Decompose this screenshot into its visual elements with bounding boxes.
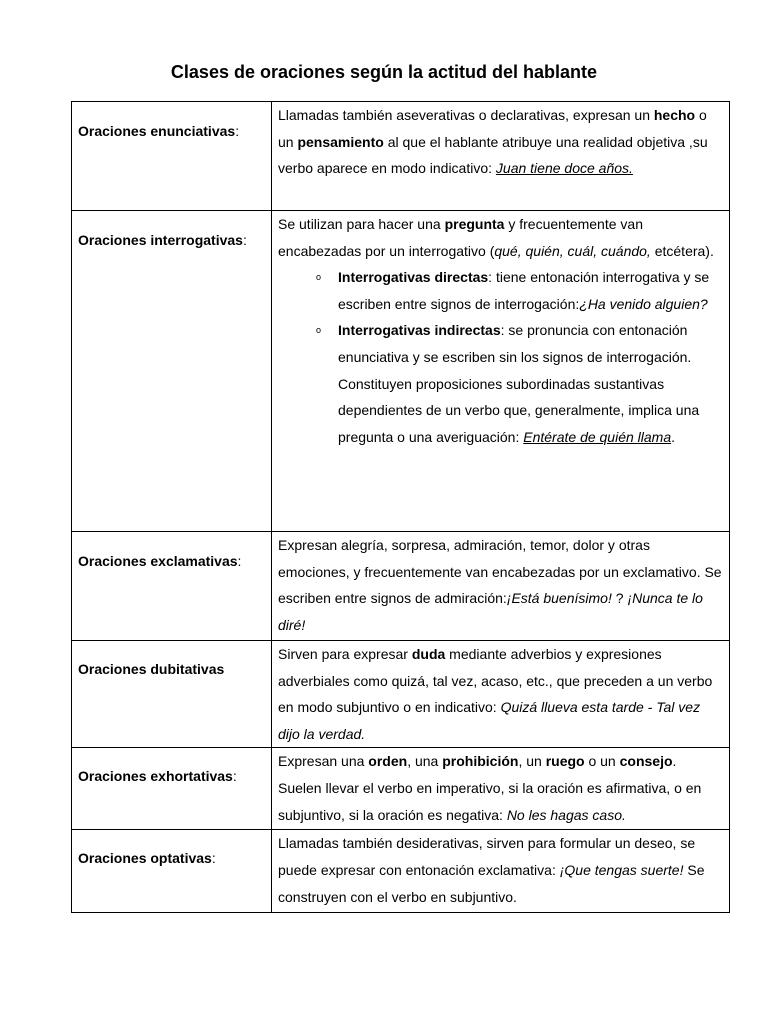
- description-text: Llamadas también aseverativas o declarativas, expresan un: [278, 107, 654, 123]
- description-text: Sirven para expresar: [278, 646, 412, 662]
- description-text: o un: [278, 107, 707, 150]
- type-label-suffix: :: [211, 850, 216, 867]
- type-cell: [72, 532, 272, 641]
- keyword: orden: [368, 753, 408, 770]
- type-label: Oraciones dubitativas: [78, 661, 225, 677]
- table-row: [72, 641, 730, 748]
- type-label: Oraciones exclamativas: [78, 553, 238, 569]
- description-text: Se construyen con el verbo en subjuntivo.: [278, 861, 705, 905]
- example-text: ¡Que tengas suerte!: [559, 861, 684, 878]
- description-text: . Suelen llevar el verbo en imperativo, si la oración es afirmativa, o en subjuntivo, si la oración es negativa:: [278, 753, 702, 823]
- table-row: [72, 102, 730, 211]
- description-text: y frecuentemente van encabezadas por un interrogativo (: [278, 216, 643, 259]
- subtype-text: .: [671, 428, 676, 445]
- table-row: [72, 748, 730, 830]
- type-cell: [72, 830, 272, 913]
- type-label: Oraciones interrogativas: [78, 232, 243, 248]
- keyword: ruego: [545, 753, 585, 770]
- type-cell: [72, 748, 272, 830]
- table-row: [72, 532, 730, 641]
- description-text: , una: [407, 753, 443, 770]
- subtype-name: Interrogativas indirectas: [338, 322, 501, 339]
- type-label-suffix: :: [237, 553, 242, 569]
- description-cell: [272, 641, 730, 748]
- type-label: Oraciones exhortativas: [78, 768, 233, 785]
- type-cell: [72, 102, 272, 211]
- type-label-suffix: :: [242, 232, 247, 248]
- description-text: al que el hablante atribuye una realidad objetiva ,su verbo aparece en modo indicativo:: [278, 133, 708, 177]
- example-text: Juan tiene doce años.: [495, 160, 633, 177]
- keyword: hecho: [653, 107, 696, 123]
- example-text: No les hagas caso.: [506, 806, 626, 823]
- example-text: ¡Nunca te lo diré!: [278, 590, 703, 633]
- description-text: Expresan alegría, sorpresa, admiración, temor, dolor y otras emociones, y frecuentemente van encabezadas por un exclamativo. Se escriben entre signos de admiración:: [278, 537, 722, 607]
- subtype-text: : se pronuncia con entonación enunciativa y se escriben sin los signos de interrogación. Constituyen proposiciones subordinadas sustantivas dependientes de un verbo que, generalmente, implica una pregunta o una averiguación:: [338, 322, 700, 445]
- description-text: ?: [611, 590, 628, 607]
- bullet-icon: o: [316, 272, 322, 283]
- description-cell: [272, 211, 730, 532]
- keyword: duda: [411, 646, 446, 662]
- description-text: etcétera).: [650, 242, 714, 259]
- type-label: Oraciones optativas: [78, 850, 212, 867]
- type-cell: [72, 211, 272, 532]
- list-item: [316, 317, 723, 450]
- description-cell: [272, 532, 730, 641]
- description-cell: [272, 830, 730, 913]
- keyword: pensamiento: [297, 133, 384, 150]
- description-text: , un: [518, 753, 546, 770]
- example-text: Entérate de quién llama: [523, 428, 672, 445]
- table-row: [72, 830, 730, 913]
- description-text: o un: [584, 753, 620, 770]
- sentence-types-table: [71, 101, 730, 913]
- example-text: qué, quién, cuál, cuándo,: [494, 242, 651, 259]
- subtype-list: [278, 264, 723, 450]
- subtype-text: : tiene entonación interrogativa y se escriben entre signos de interrogación:: [338, 269, 710, 312]
- example-text: Quizá llueva esta tarde - Tal vez dijo la verdad.: [278, 699, 701, 742]
- keyword: consejo: [619, 753, 673, 770]
- list-item: [316, 264, 723, 317]
- table-row: [72, 211, 730, 532]
- bullet-icon: o: [316, 325, 322, 336]
- type-label-suffix: :: [235, 123, 240, 139]
- page-title: Clases de oraciones según la actitud del hablante: [170, 62, 598, 82]
- description-text: Expresan una: [278, 753, 369, 770]
- subtype-name: Interrogativas directas: [338, 269, 489, 286]
- type-label-suffix: :: [232, 768, 237, 785]
- type-label: Oraciones enunciativas: [78, 123, 236, 139]
- example-text: ¡Está buenísimo!: [506, 590, 612, 607]
- description-paragraph: [278, 211, 723, 264]
- description-cell: [272, 102, 730, 211]
- keyword: prohibición: [442, 753, 519, 770]
- description-cell: [272, 748, 730, 830]
- type-cell: [72, 641, 272, 748]
- example-text: ¿Ha venido alguien?: [579, 295, 708, 312]
- description-text: Se utilizan para hacer una: [278, 216, 445, 232]
- description-text: mediante adverbios y expresiones adverbiales como quizá, tal vez, acaso, etc., que preceden a un verbo en modo subjuntivo o en indicativo:: [278, 646, 713, 716]
- description-text: Llamadas también desiderativas, sirven para formular un deseo, se puede expresar con entonación exclamativa:: [278, 835, 696, 878]
- keyword: pregunta: [444, 216, 505, 232]
